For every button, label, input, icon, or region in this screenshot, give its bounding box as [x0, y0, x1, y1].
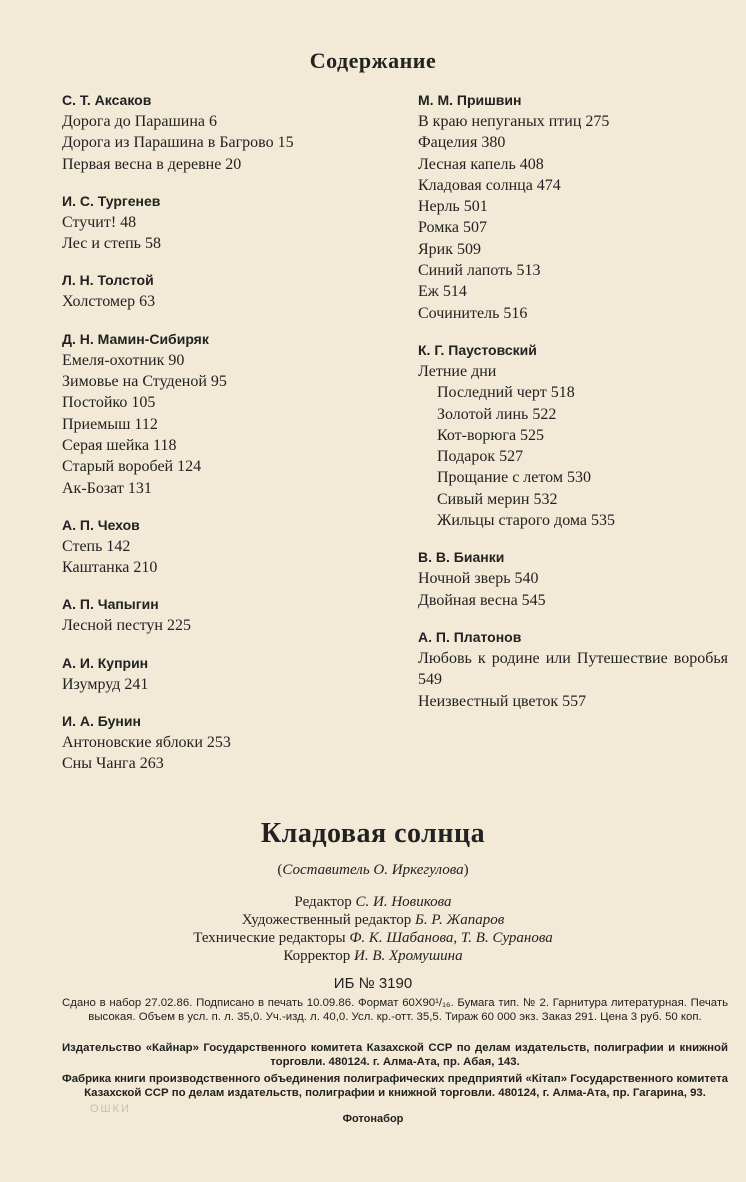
toc-entry: Серая шейка 118 — [62, 436, 177, 454]
toc-entry: В краю непуганых птиц 275 — [418, 113, 610, 130]
author-name: И. С. Тургенев — [62, 192, 161, 209]
toc-entry: Постойко 105 — [62, 394, 156, 412]
author-name: А. П. Платонов — [418, 628, 522, 645]
toc-sub-entry: Сивый мерин 532 — [437, 490, 558, 508]
toc-sub-entry: Кот-ворюга 525 — [437, 426, 545, 444]
faded-stamp: ОШКИ — [90, 1103, 131, 1115]
author-group — [418, 627, 728, 712]
author-group — [62, 711, 392, 775]
author-name: И. А. Бунин — [62, 713, 141, 730]
author-name: А. И. Куприн — [62, 654, 149, 671]
toc-entry: Синий лапоть 513 — [418, 262, 541, 280]
author-group — [62, 329, 392, 499]
author-name: М. М. Пришвин — [418, 92, 522, 108]
author-group — [62, 191, 392, 255]
credit-line — [0, 893, 746, 911]
toc-sub-entry: Последний черт 518 — [437, 384, 575, 402]
toc-entry: Сны Чанга 263 — [62, 755, 164, 773]
author-name: А. П. Чапыгин — [62, 596, 159, 613]
toc-entry: Ночной зверь 540 — [418, 570, 539, 588]
author-group — [418, 547, 728, 611]
toc-entry: Двойная весна 545 — [418, 591, 546, 609]
toc-sub-entry: Прощание с летом 530 — [437, 469, 591, 487]
compiler-open-paren: ( — [277, 862, 283, 878]
toc-left-column — [62, 90, 392, 791]
toc-entry: Неизвестный цветок 557 — [418, 692, 587, 710]
author-group — [62, 515, 392, 579]
toc-sub-entry: Жильцы старого дома 535 — [437, 512, 615, 530]
author-group — [62, 90, 392, 175]
toc-right-column — [418, 90, 728, 728]
toc-entry: Степь 142 — [62, 537, 131, 555]
credit-role: Редактор — [294, 894, 352, 910]
toc-entry: Каштанка 210 — [62, 559, 158, 577]
toc-entry: Стучит! 48 — [62, 213, 137, 231]
imprint-publisher: Издательство «Кайнар» Государственного комитета Казахской ССР по делам издательств, полиграфии и книжной торговли. 480124. г. Алма-Ата, пр. Абая, 143. — [62, 1042, 728, 1068]
compiler-label: Составитель — [282, 862, 370, 878]
toc-sub-entry: Подарок 527 — [437, 448, 524, 466]
compiler-line — [0, 862, 746, 879]
credit-line — [0, 911, 746, 929]
credit-role: Технические редакторы — [193, 930, 346, 946]
contents-heading: Содержание — [309, 48, 437, 73]
toc-entry: Сочинитель 516 — [418, 304, 528, 322]
toc-entry: Кладовая солнца 474 — [418, 176, 561, 194]
author-group — [418, 340, 728, 531]
author-name: К. Г. Паустовский — [418, 341, 537, 358]
credit-role: Художественный редактор — [241, 912, 412, 928]
author-group — [62, 594, 392, 636]
author-group — [62, 653, 392, 695]
toc-sub-entry: Золотой линь 522 — [437, 405, 557, 423]
toc-entry: Фацелия 380 — [418, 134, 506, 152]
credit-names: Ф. К. Шабанова, Т. В. Суранова — [349, 930, 553, 946]
toc-entry: Ак-Бозат 131 — [62, 479, 152, 497]
toc-entry: Приемыш 112 — [62, 415, 158, 433]
credit-names: С. И. Новикова — [355, 894, 452, 910]
credit-role: Корректор — [283, 948, 351, 964]
credit-line — [0, 929, 746, 947]
author-group — [62, 270, 392, 312]
typesetting-note: Фотонабор — [342, 1113, 404, 1125]
toc-entry: Емеля-охотник 90 — [62, 351, 185, 369]
imprint-factory: Фабрика книги производственного объединения полиграфических предприятий «Кітап» Государственного комитета Казахской ССР по делам издательств, полиграфии и книжной торговли. 480124, г. Алма-Ата, пр. Гагарина, 93. — [62, 1073, 728, 1099]
toc-entry: Лесной пестун 225 — [62, 617, 191, 635]
toc-entry: Летние дни — [418, 362, 497, 380]
author-name: А. П. Чехов — [62, 516, 140, 533]
toc-entry: Ромка 507 — [418, 219, 487, 237]
imprint-print-data: Сдано в набор 27.02.86. Подписано в печать 10.09.86. Формат 60Х90¹/₁₆. Бумага тип. № 2. Гарнитура литературная. Печать высокая. Объем в усл. п. л. 35,0. Уч.-изд. л. 40,0. Усл. кр.-отт. 35,5. Тираж 60 000 экз. Заказ 291. Цена 3 руб. 50 коп. — [62, 997, 728, 1023]
ib-number: ИБ № 3190 — [333, 975, 413, 992]
toc-entry: Нерль 501 — [418, 198, 488, 216]
author-name: С. Т. Аксаков — [62, 92, 152, 108]
toc-entry: Антоновские яблоки 253 — [62, 734, 231, 752]
toc-entry: Еж 514 — [418, 283, 467, 301]
author-name: Л. Н. Толстой — [62, 272, 154, 289]
compiler-close-paren: ) — [463, 862, 469, 878]
author-name: В. В. Бианки — [418, 549, 505, 566]
author-name: Д. Н. Мамин-Сибиряк — [62, 330, 209, 347]
toc-entry: Изумруд 241 — [62, 675, 149, 693]
credit-line — [0, 947, 746, 965]
toc-entry: Холстомер 63 — [62, 293, 156, 311]
toc-entry: Любовь к родине или Путешествие воробья 549 — [418, 649, 728, 689]
toc-entry: Старый воробей 124 — [62, 458, 202, 476]
compiler-name: О. Иркегулова — [373, 862, 464, 878]
toc-entry: Дорога до Парашина 6 — [62, 113, 218, 130]
toc-entry: Зимовье на Студеной 95 — [62, 373, 227, 391]
credit-names: И. В. Хромушина — [354, 948, 463, 964]
toc-entry: Лесная капель 408 — [418, 155, 544, 173]
author-group — [418, 90, 728, 324]
toc-entry: Дорога из Парашина в Багрово 15 — [62, 134, 294, 152]
toc-entry: Лес и степь 58 — [62, 235, 161, 253]
toc-entry: Первая весна в деревне 20 — [62, 155, 242, 173]
book-title: Кладовая солнца — [260, 818, 486, 849]
credit-names: Б. Р. Жапаров — [414, 912, 505, 928]
toc-entry: Ярик 509 — [418, 240, 482, 258]
